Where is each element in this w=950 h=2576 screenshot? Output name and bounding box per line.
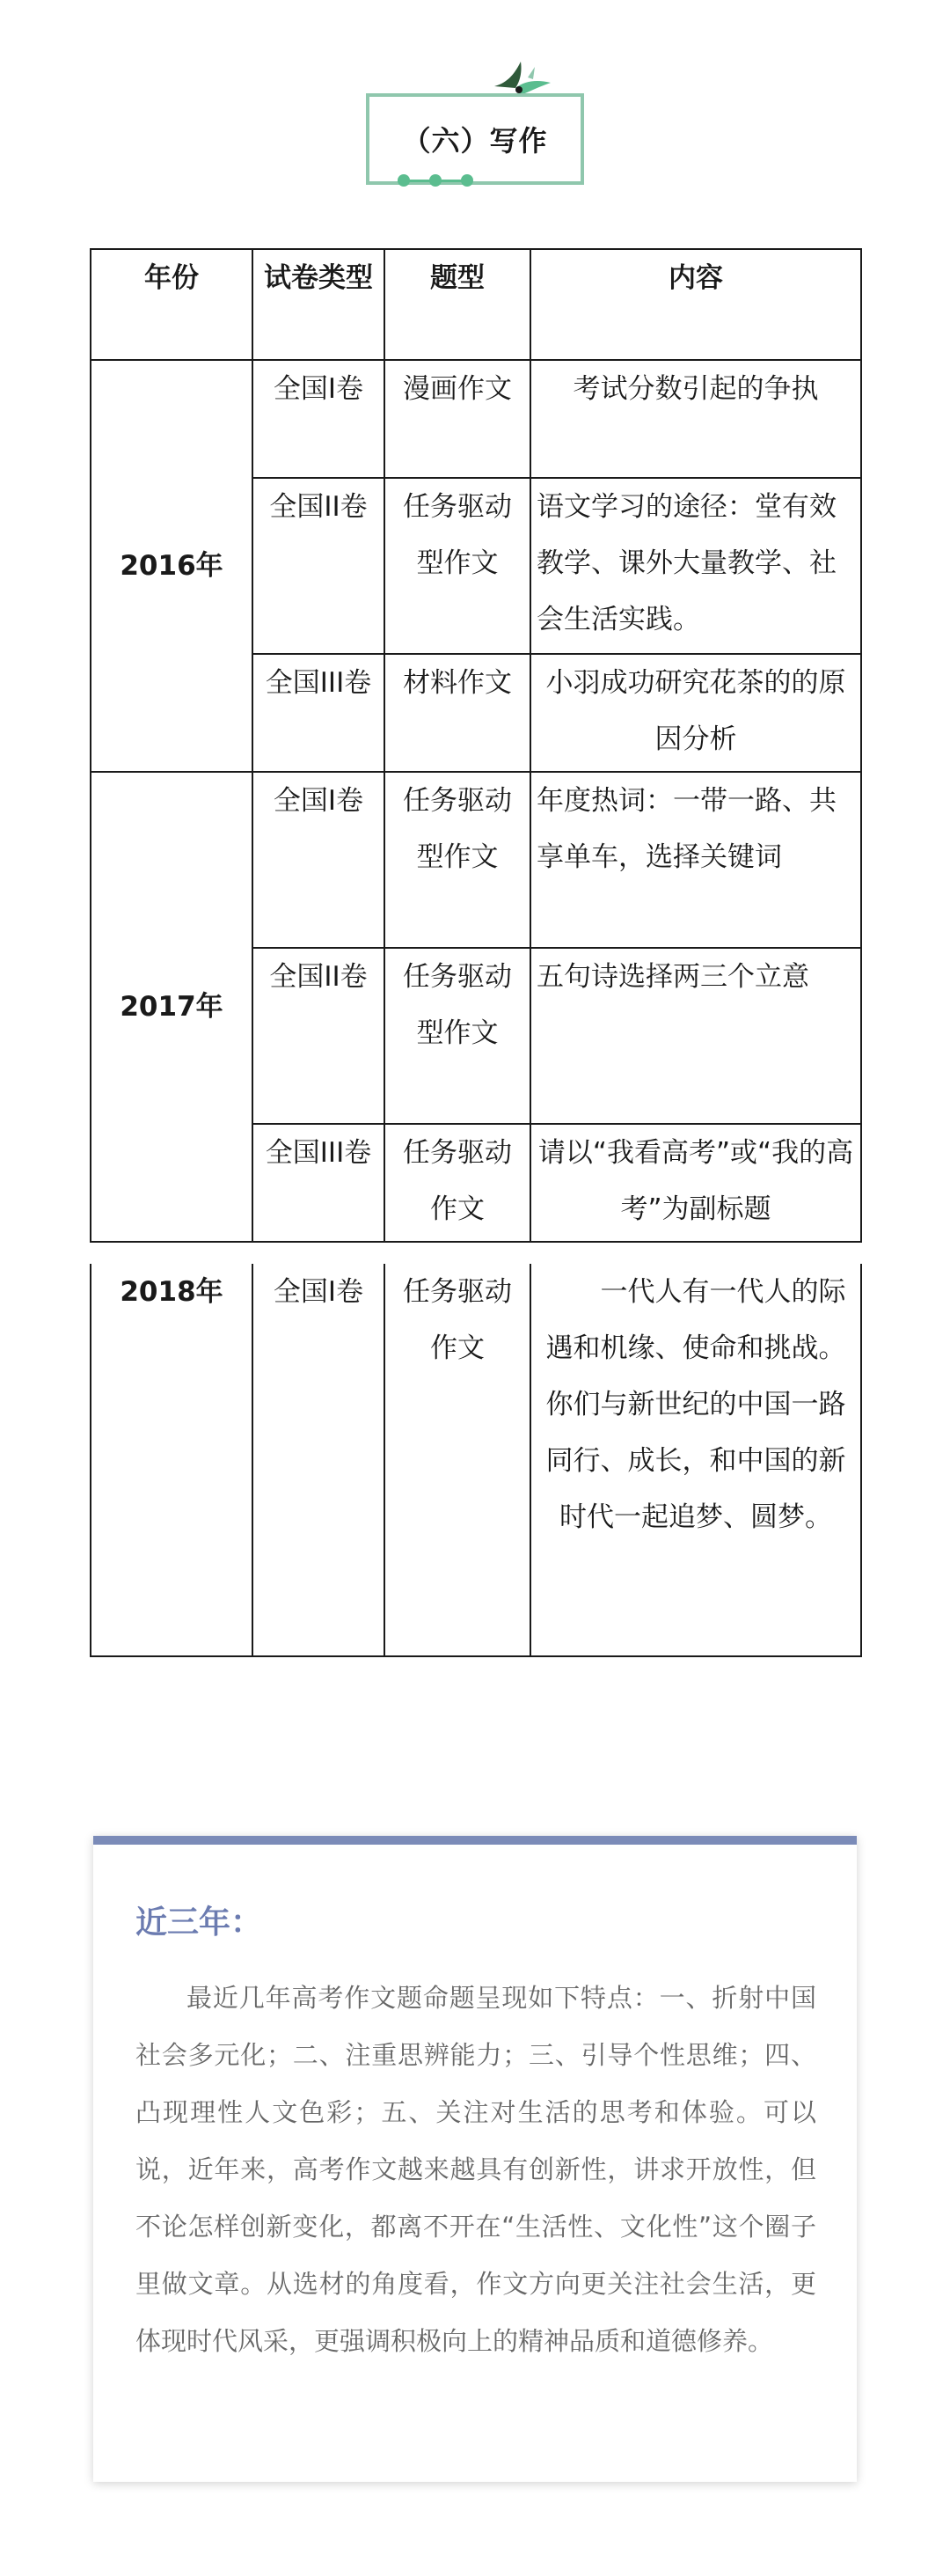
paper-cell: 全国III卷: [252, 1124, 384, 1242]
paper-cell: 全国III卷: [252, 654, 384, 772]
content-cell: 请以“我看高考”或“我的高考”为副标题: [530, 1124, 861, 1242]
title-dot: [398, 174, 410, 187]
content-cell: 语文学习的途径：堂有效教学、课外大量教学、社会生活实践。: [530, 478, 861, 654]
year-cell: 2018年: [91, 1264, 252, 1656]
header-year: 年份: [91, 249, 252, 360]
paper-cell: 全国II卷: [252, 478, 384, 654]
content-cell: 年度热词：一带一路、共享单车，选择关键词: [530, 772, 861, 948]
type-cell: 任务驱动作文: [384, 1124, 530, 1242]
summary-title: 近三年：: [135, 1904, 263, 1941]
section-header: [0, 0, 950, 211]
writing-table-continued: [90, 1264, 862, 1657]
summary-card: [93, 1836, 857, 2482]
title-dots: [398, 174, 473, 187]
type-cell: 漫画作文: [384, 360, 530, 478]
type-cell: 任务驱动型作文: [384, 772, 530, 948]
content-cell: 五句诗选择两三个立意: [530, 948, 861, 1124]
writing-table: [90, 248, 862, 1243]
type-cell: 任务驱动型作文: [384, 948, 530, 1124]
paper-cell: 全国I卷: [252, 772, 384, 948]
header-type: 题型: [384, 249, 530, 360]
type-cell: 任务驱动作文: [384, 1264, 530, 1656]
paper-cell: 全国II卷: [252, 948, 384, 1124]
section-title: （六）写作: [402, 124, 548, 158]
table-row: [91, 1264, 861, 1656]
header-content: 内容: [530, 249, 861, 360]
header-paper: 试卷类型: [252, 249, 384, 360]
table-row: [91, 772, 861, 948]
type-cell: 材料作文: [384, 654, 530, 772]
summary-body: 最近几年高考作文题命题呈现如下特点：一、折射中国社会多元化；二、注重思辨能力；三、引导个性思维；四、凸现理性人文色彩；五、关注对生活的思考和体验。可以说，近年来，高考作文越来越具有创新性，讲求开放性，但不论怎样创新变化，都离不开在“生活性、文化性”这个圈子里做文章。从选材的角度看，作文方向更关注社会生活，更体现时代风采，更强调积极向上的精神品质和道德修养。: [135, 1983, 816, 2356]
type-cell: 任务驱动型作文: [384, 478, 530, 654]
title-dot: [429, 174, 442, 187]
table-row: [91, 360, 861, 478]
table-header-row: [91, 249, 861, 360]
content-cell: 考试分数引起的争执: [530, 360, 861, 478]
paper-cell: 全国I卷: [252, 360, 384, 478]
year-cell: 2016年: [91, 360, 252, 772]
title-dot: [461, 174, 473, 187]
year-cell: 2017年: [91, 772, 252, 1242]
content-cell: 小羽成功研究花茶的的原因分析: [530, 654, 861, 772]
content-cell: 一代人有一代人的际遇和机缘、使命和挑战。你们与新世纪的中国一路同行、成长，和中国的新时代一起追梦、圆梦。: [530, 1264, 861, 1656]
section-title-box: [366, 93, 584, 185]
paper-cell: 全国I卷: [252, 1264, 384, 1656]
